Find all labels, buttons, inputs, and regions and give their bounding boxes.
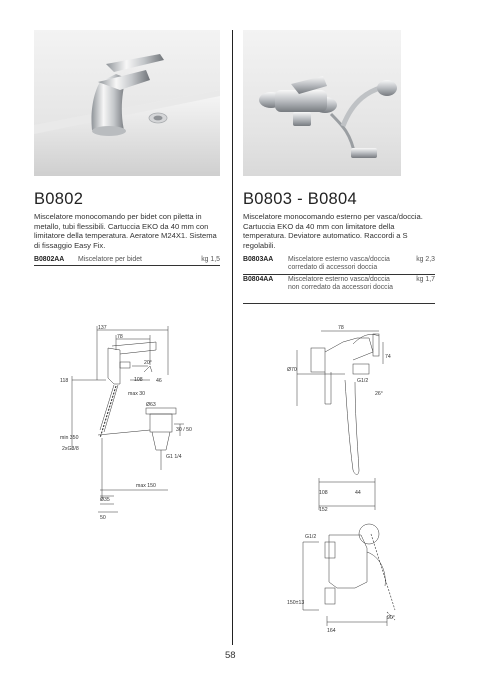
dim-min350: min 350 [60,435,79,441]
dim-78: 78 [338,325,344,331]
dim-150-13: 150±13 [287,600,305,606]
dim-20deg: 20° [144,360,152,366]
dim-g114: G1 1/4 [166,454,182,460]
dim-78: 78 [117,334,123,340]
variant-weight: kg 2,3 [416,256,435,263]
product-code-heading: B0802 [34,190,84,208]
variant-weight: kg 1,7 [416,276,435,283]
product-description: Miscelatore monocomando esterno per vasca/doccia. Cartuccia EKO da 40 mm con limitatore della temperatura. Deviatore automatico. Raccordi a S regolabili. [243,212,423,250]
variant-code: B0804AA [243,276,274,283]
variant-row [243,256,435,275]
dim-g12: G1/2 [357,378,369,384]
dim-d70: Ø70 [287,367,297,373]
variant-name: Miscelatore esterno vasca/doccia non corredato da accessori doccia [288,276,393,292]
dim-g12b: G1/2 [305,534,317,540]
variant-table [243,256,435,304]
dim-26deg: 26° [375,391,383,397]
variant-code: B0803AA [243,256,274,263]
dim-44: 44 [355,490,361,496]
dim-137: 137 [98,325,107,331]
product-photo-bidet-mixer [34,30,220,176]
dim-118: 118 [60,378,69,384]
variant-row [243,276,435,304]
variant-weight: kg 1,5 [201,256,220,263]
dim-d35: Ø35 [100,497,110,503]
dim-50: 50 [100,515,106,521]
variant-table [34,256,220,266]
bidet-mixer-technical-drawing [60,320,200,530]
dim-46: 46 [156,378,162,384]
dim-108: 108 [134,377,143,383]
page-number: 58 [225,650,236,661]
bath-shower-mixer-illustration [243,30,401,176]
product-code-heading: B0803 - B0804 [243,190,357,208]
variant-row [34,256,220,266]
dim-90deg: 90° [387,615,395,621]
product-description: Miscelatore monocomando per bidet con piletta in metallo, tubi flessibili. Cartuccia EKO da 40 mm con limitatore della temperatura. Aeratore M24X1. Sistema di fissaggio Easy Fix. [34,212,217,250]
variant-code: B0802AA [34,256,65,263]
dim-max150: max 150 [136,483,156,489]
bidet-mixer-illustration [34,30,220,176]
dim-152: 152 [319,507,328,513]
dim-2xg38: 2xG3/8 [62,446,79,452]
column-divider [232,30,233,645]
dim-74: 74 [385,354,391,360]
variant-name: Miscelatore esterno vasca/doccia corredato di accessori doccia [288,256,390,272]
product-photo-bath-shower-mixer [243,30,401,176]
variant-name: Miscelatore per bidet [78,256,142,263]
dim-max30: max 30 [128,391,146,397]
dim-d63: Ø63 [146,402,156,408]
dim-164: 164 [327,628,336,634]
bath-shower-mixer-technical-drawing [283,320,413,636]
dim-30-50: 30 / 50 [176,427,192,433]
dim-108: 108 [319,490,328,496]
